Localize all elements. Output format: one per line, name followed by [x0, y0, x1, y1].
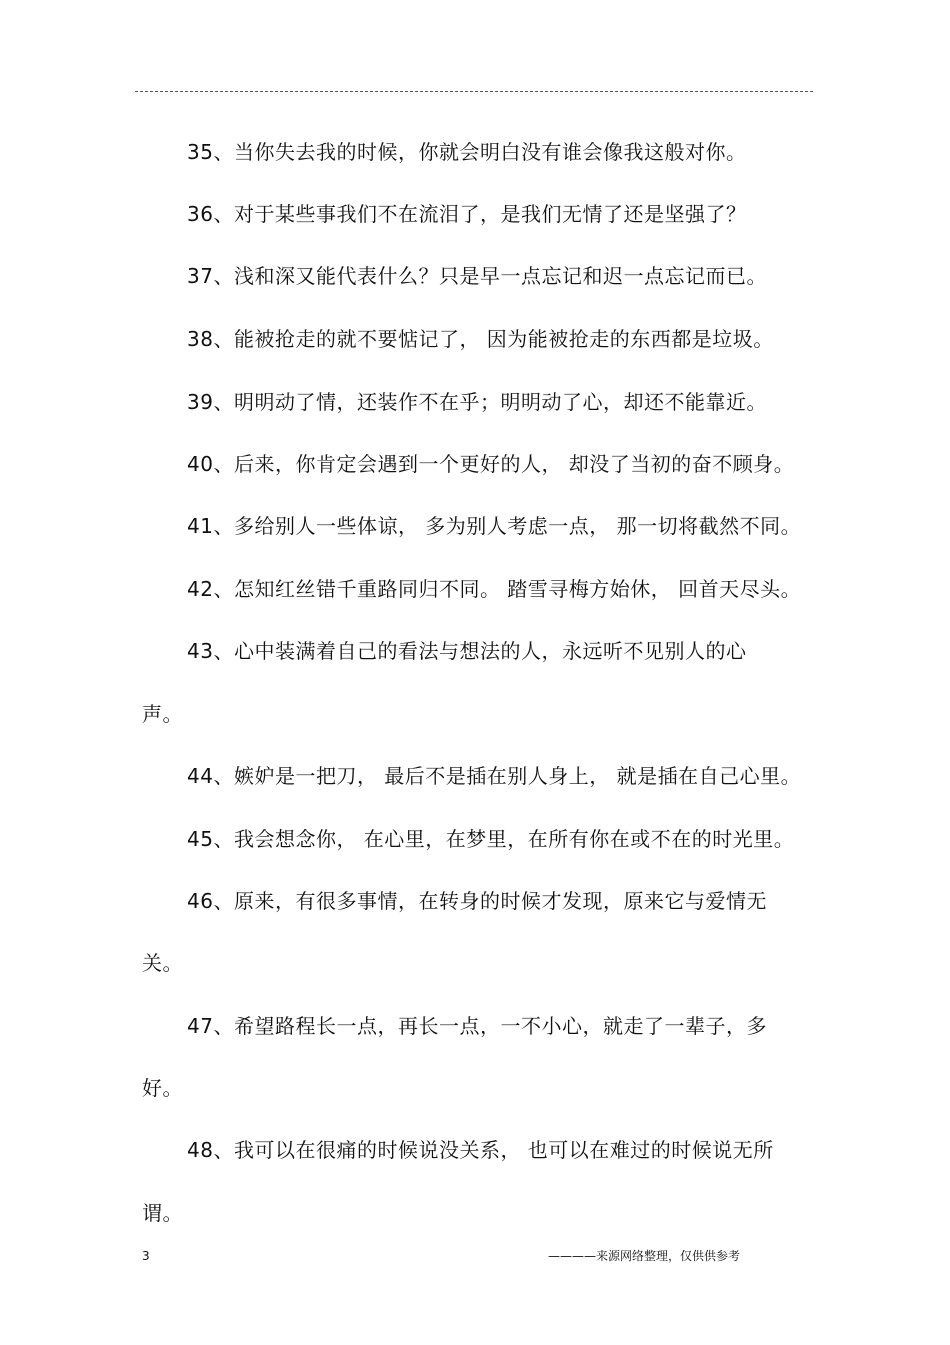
quote-line-42: 42、怎知红丝错千重路同归不同。 踏雪寻梅方始休， 回首天尽头。 — [187, 577, 802, 601]
page-number: 3 — [142, 1249, 150, 1263]
quote-line-46: 46、原来，有很多事情，在转身的时候才发现，原来它与爱情无 — [187, 889, 767, 913]
footer-source-note: ————来源网络整理，仅供供参考 — [548, 1249, 741, 1263]
header-dashed-rule — [135, 91, 813, 92]
quote-line-40: 40、后来，你肯定会遇到一个更好的人， 却没了当初的奋不顾身。 — [187, 452, 795, 476]
quote-line-47-continued: 好。 — [142, 1076, 183, 1100]
quote-line-48: 48、我可以在很痛的时候说没关系， 也可以在难过的时候说无所 — [187, 1138, 774, 1162]
quote-line-45: 45、我会想念你， 在心里，在梦里，在所有你在或不在的时光里。 — [187, 827, 795, 851]
quote-line-37: 37、浅和深又能代表什么？只是早一点忘记和迟一点忘记而已。 — [187, 264, 767, 288]
quote-line-35: 35、当你失去我的时候，你就会明白没有谁会像我这般对你。 — [187, 140, 747, 164]
quote-line-39: 39、明明动了情，还装作不在乎；明明动了心，却还不能靠近。 — [187, 390, 767, 414]
quote-line-43-continued: 声。 — [142, 702, 183, 726]
quote-line-36: 36、对于某些事我们不在流泪了，是我们无情了还是坚强了？ — [187, 202, 747, 226]
quote-line-46-continued: 关。 — [142, 951, 183, 975]
quote-line-38: 38、能被抢走的就不要惦记了， 因为能被抢走的东西都是垃圾。 — [187, 327, 774, 351]
quote-line-44: 44、嫉妒是一把刀， 最后不是插在别人身上， 就是插在自己心里。 — [187, 764, 802, 788]
quote-line-41: 41、多给别人一些体谅， 多为别人考虑一点， 那一切将截然不同。 — [187, 514, 802, 538]
quote-line-48-continued: 谓。 — [142, 1201, 183, 1225]
quote-line-47: 47、希望路程长一点，再长一点，一不小心，就走了一辈子，多 — [187, 1014, 767, 1038]
quote-line-43: 43、心中装满着自己的看法与想法的人，永远听不见别人的心 — [187, 639, 747, 663]
